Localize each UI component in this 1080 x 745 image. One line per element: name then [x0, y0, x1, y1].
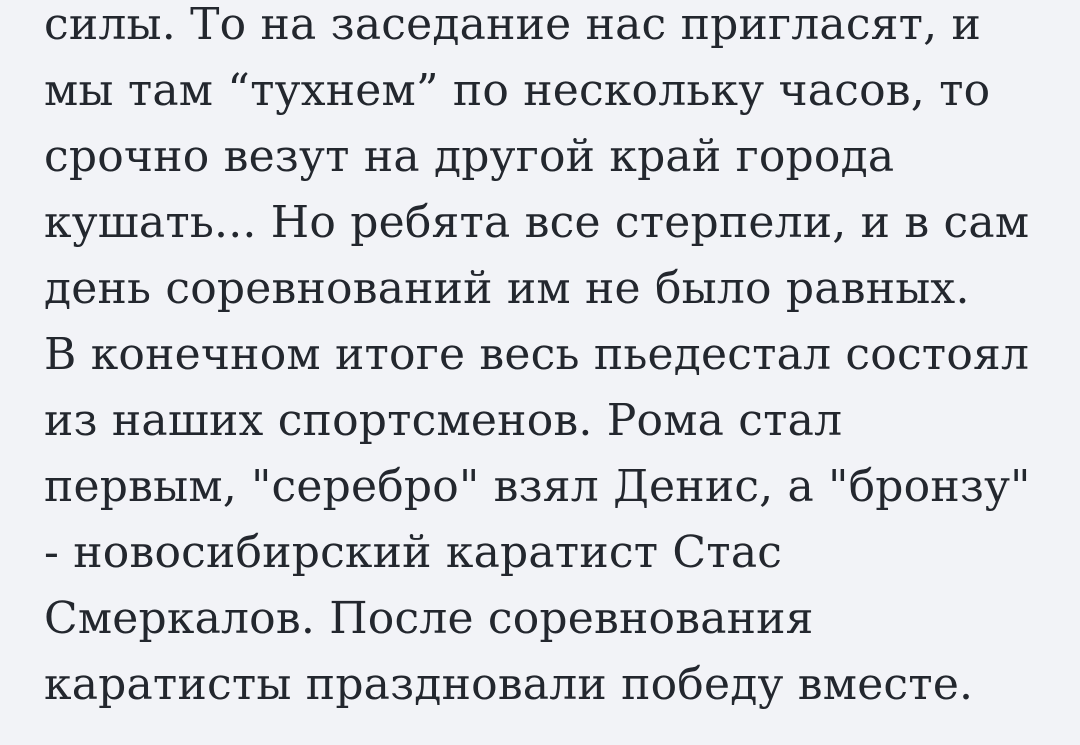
text-line: В конечном итоге весь пьедестал состоял	[44, 329, 1030, 380]
text-line: день соревнований им не было равных.	[44, 263, 970, 314]
text-line: кушать... Но ребята все стерпели, и в сам	[44, 197, 1030, 248]
text-line: - новосибирский каратист Стас	[44, 527, 783, 578]
text-line: срочно везут на другой край города	[44, 131, 895, 182]
text-line: из наших спортсменов. Рома стал	[44, 395, 843, 446]
text-line: мы там “тухнем” по нескольку часов, то	[44, 65, 991, 116]
text-line: первым, "серебро" взял Денис, а "бронзу"	[44, 461, 1031, 512]
text-line: каратисты праздновали победу вместе.	[44, 659, 974, 710]
text-line: Смеркалов. После соревнования	[44, 593, 814, 644]
text-line: силы. То на заседание нас пригласят, и	[44, 0, 982, 50]
